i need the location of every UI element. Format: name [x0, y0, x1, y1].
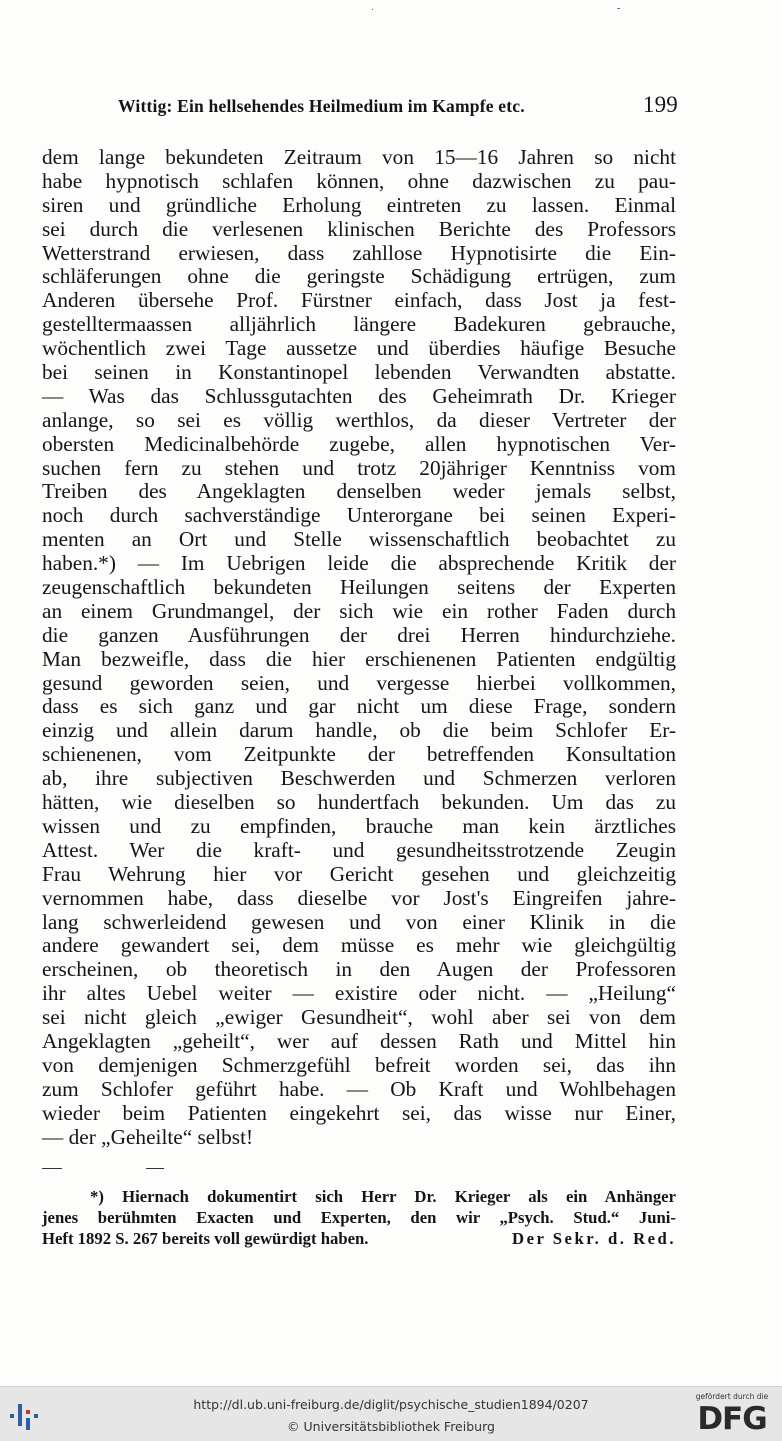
- text-line: die ganzen Ausführungen der drei Herren hindurchziehe.: [42, 622, 676, 647]
- footer-bar: [0, 1386, 782, 1441]
- text-line: von demjenigen Schmerzgefühl befreit worden sei, das ihn: [42, 1052, 676, 1077]
- funded-by-label: gefördert durch die: [695, 1392, 769, 1401]
- text-line: Man bezweifle, dass die hier erschienenen Patienten endgültig: [42, 646, 676, 671]
- text-line: sei durch die verlesenen klinischen Berichte des Professors: [42, 216, 676, 241]
- text-line: Attest. Wer die kraft- und gesundheitsstrotzende Zeugin: [42, 837, 676, 862]
- text-line: siren und gründliche Erholung eintreten zu lassen. Einmal: [42, 192, 676, 217]
- footnote-line: *) Hiernach dokumentirt sich Herr Dr. Krieger als ein Anhänger: [90, 1187, 676, 1206]
- text-line: Anderen übersehe Prof. Fürstner einfach, dass Jost ja fest-: [42, 288, 676, 313]
- text-line: schläferungen ohne die geringste Schädigung ertrügen, zum: [42, 264, 676, 289]
- running-head-title: Wittig: Ein hellsehendes Heilmedium im Kampfe etc.: [118, 96, 525, 116]
- text-line: wieder beim Patienten eingekehrt sei, das wisse nur Einer,: [42, 1100, 676, 1125]
- text-line: habe hypnotisch schlafen können, ohne dazwischen zu pau-: [42, 168, 676, 193]
- text-line: vernommen habe, dass dieselbe vor Jost's Eingreifen jahre-: [42, 885, 676, 910]
- text-line: gesund geworden seien, und vergesse hierbei vollkommen,: [42, 670, 676, 695]
- text-line: gestelltermaassen alljährlich längere Badekuren gebrauche,: [42, 312, 676, 337]
- copyright-notice: © Universitätsbibliothek Freiburg: [287, 1419, 495, 1434]
- text-line: dem lange bekundeten Zeitraum von 15—16 Jahren so nicht: [42, 145, 676, 169]
- text-line: ihr altes Uebel weiter — existire oder nicht. — „Heilung“: [42, 981, 676, 1006]
- footnote: [42, 1186, 676, 1249]
- dfg-logo: [690, 1392, 774, 1438]
- text-line: bei seinen in Konstantinopel lebenden Verwandten abstatte.: [42, 360, 676, 385]
- text-line: — der „Geheilte“ selbst!: [42, 1124, 254, 1149]
- text-line: zum Schlofer geführt habe. — Ob Kraft und Wohlbehagen: [42, 1076, 676, 1101]
- body-text: [42, 146, 676, 1149]
- scan-speck: ˙: [371, 8, 375, 19]
- dfg-logo-text: DFG: [697, 1401, 767, 1437]
- text-line: dass es sich ganz und gar nicht um diese Frage, sondern: [42, 694, 676, 719]
- text-line: zeugenschaftlich bekundeten Heilungen seitens der Experten: [42, 575, 676, 600]
- footnote-separator: [42, 1165, 172, 1173]
- text-line: Treiben des Angeklagten denselben weder jemals selbst,: [42, 479, 676, 504]
- text-line: wöchentlich zwei Tage aussetze und überdies häufige Besuche: [42, 336, 676, 361]
- text-line: Frau Wehrung hier vor Gericht gesehen und gleichzeitig: [42, 861, 676, 886]
- text-line: — Was das Schlussgutachten des Geheimrath Dr. Krieger: [42, 383, 676, 408]
- text-line: sei nicht gleich „ewiger Gesundheit“, wohl aber sei von dem: [42, 1005, 676, 1030]
- footnote-line-text: Heft 1892 S. 267 bereits voll gewürdigt haben.: [42, 1229, 369, 1248]
- text-line: lang schwerleidend gewesen und von einer Klinik in die: [42, 909, 676, 934]
- text-line: noch durch sachverständige Unterorgane bei seinen Experi-: [42, 503, 676, 528]
- source-url[interactable]: http://dl.ub.uni-freiburg.de/diglit/psychische_studien1894/0207: [193, 1397, 589, 1412]
- text-line: wissen und zu empfinden, brauche man kein ärztliches: [42, 813, 676, 838]
- text-line: an einem Grundmangel, der sich wie ein rother Faden durch: [42, 598, 676, 623]
- text-line: einzig und allein darum handle, ob die beim Schlofer Er-: [42, 718, 676, 743]
- text-line: ab, ihre subjectiven Beschwerden und Schmerzen verloren: [42, 766, 676, 791]
- text-line: Wetterstrand erwiesen, dass zahllose Hypnotisirte die Ein-: [42, 240, 676, 265]
- text-line: obersten Medicinalbehörde zugebe, allen hypnotischen Ver-: [42, 431, 676, 456]
- text-line: andere gewandert sei, dem müsse es mehr wie gleichgültig: [42, 933, 676, 958]
- text-line: schienenen, vom Zeitpunkte der betreffenden Konsultation: [42, 742, 676, 767]
- text-line: erscheinen, ob theoretisch in den Augen der Professoren: [42, 957, 676, 982]
- text-line: haben.*) — Im Uebrigen leide die absprechende Kritik der: [42, 551, 676, 576]
- text-line: menten an Ort und Stelle wissenschaftlich beobachtet zu: [42, 527, 676, 552]
- text-line: suchen fern zu stehen und trotz 20jähriger Kenntniss vom: [42, 455, 676, 480]
- scan-speck: -: [617, 3, 621, 14]
- footnote-signature: Der Sekr. d. Red.: [512, 1229, 676, 1248]
- text-line: anlange, so sei es völlig werthlos, da dieser Vertreter der: [42, 407, 676, 432]
- footnote-line: [42, 1228, 676, 1249]
- text-line: Angeklagten „geheilt“, wer auf dessen Rath und Mittel hin: [42, 1028, 676, 1053]
- text-line: hätten, wie dieselben so hundertfach bekunden. Um das zu: [42, 790, 676, 815]
- footnote-line: jenes berühmten Exacten und Experten, den wir „Psych. Stud.“ Juni-: [42, 1208, 676, 1227]
- page-number: 199: [642, 92, 678, 117]
